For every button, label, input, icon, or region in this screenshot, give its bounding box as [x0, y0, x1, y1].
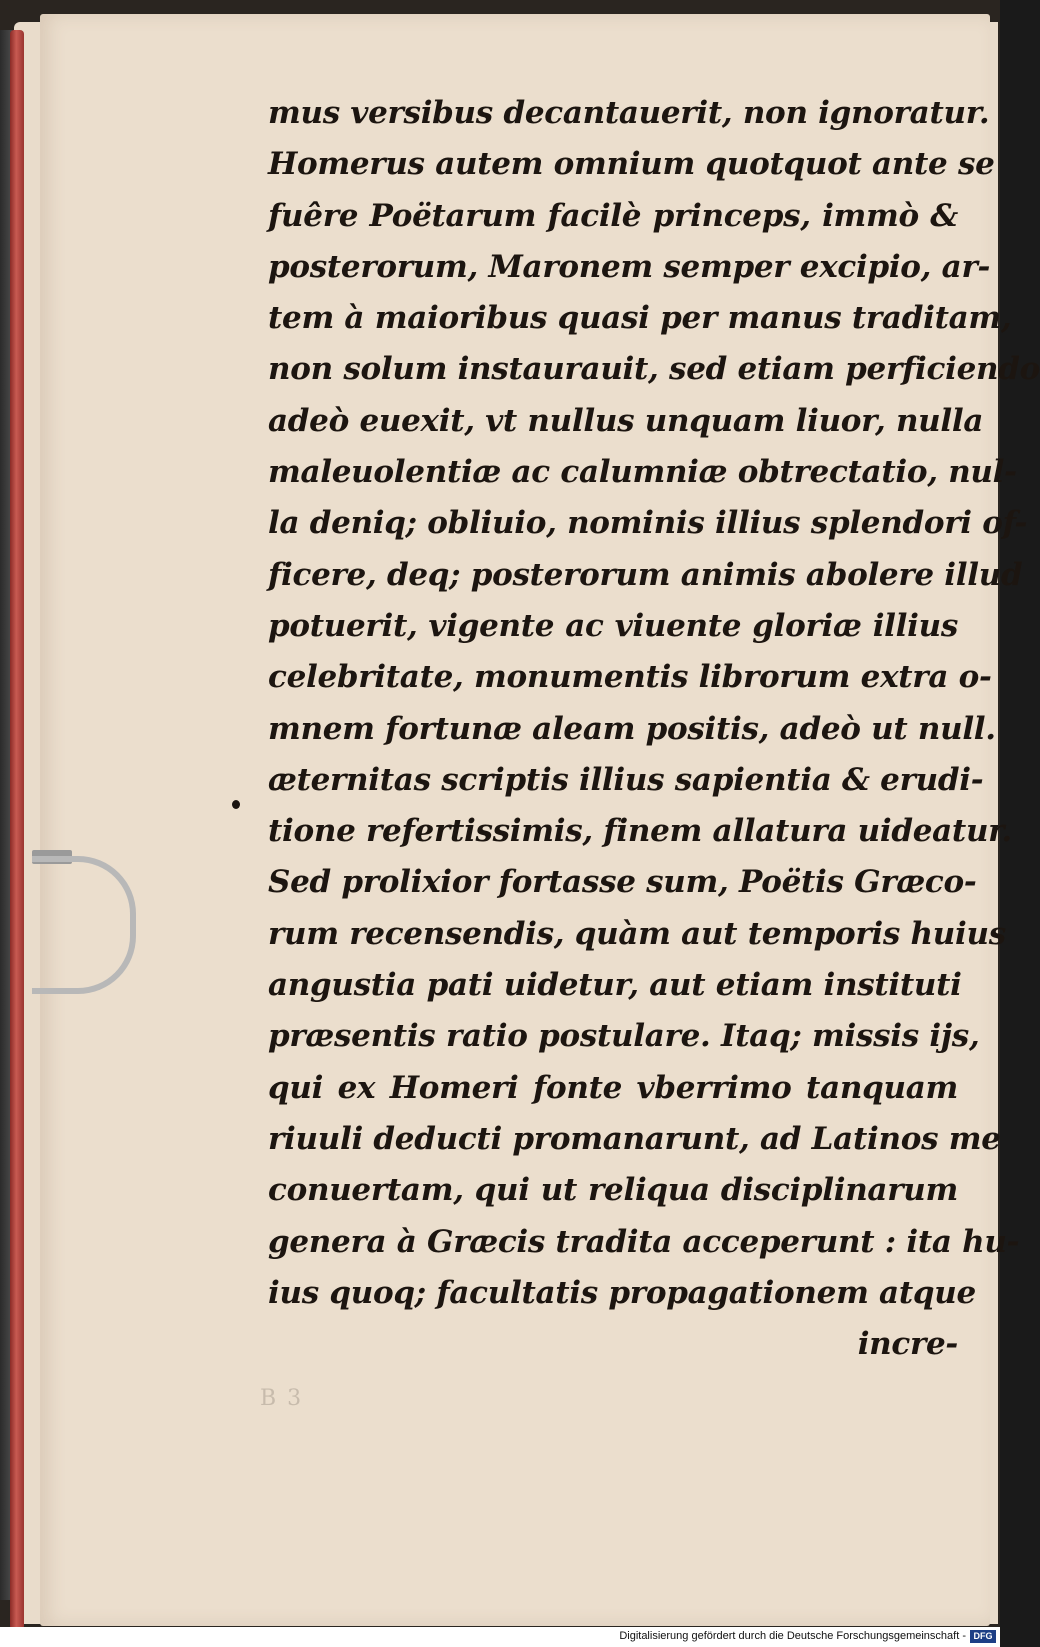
page-clip [32, 856, 136, 994]
text-line: æternitas scriptis illius sapientia & erudi- [268, 761, 984, 798]
text-line: non solum instaurauit, sed etiam perficiendo [268, 351, 1040, 388]
text-line: tione refertissimis, finem allatura uideatur. [268, 813, 1012, 850]
text-line: tem à maioribus quasi per manus traditam, [268, 300, 1012, 337]
book-page [40, 14, 1040, 1626]
body-text [268, 88, 1040, 1370]
text-line: præsentis ratio postulare. Itaq; missis ijs, [268, 1018, 980, 1055]
text-line: posterorum, Maronem semper excipio, ar- [268, 248, 991, 285]
text-line: ius quoq; facultatis propagationem atque [268, 1274, 976, 1311]
digitization-credit: Digitalisierung gefördert durch die Deutsche Forschungsgemeinschaft - [619, 1630, 966, 1642]
text-line: qui ex Homeri fonte vberrimo tanquam [268, 1069, 958, 1106]
red-page-edges [10, 30, 24, 1630]
text-line: genera à Græcis tradita acceperunt : ita hu- [268, 1223, 1020, 1260]
text-line: angustia pati uidetur, aut etiam instituti [268, 967, 962, 1004]
printer-signature: B 3 [260, 1386, 304, 1411]
text-line: fuêre Poëtarum facilè princeps, immò & [268, 197, 958, 234]
dfg-logo: DFG [970, 1630, 996, 1643]
text-line: riuuli deducti promanarunt, ad Latinos me [268, 1120, 1001, 1157]
text-line: mus versibus decantauerit, non ignoratur. [268, 95, 990, 131]
text-line: potuerit, vigente ac viuente gloriæ illius [268, 607, 958, 644]
text-line: mnem fortunæ aleam positis, adeò ut null. [268, 710, 996, 747]
text-line: Sed prolixior fortasse sum, Poëtis Græco- [268, 864, 977, 901]
text-line: conuertam, qui ut reliqua disciplinarum [268, 1172, 958, 1209]
text-line: rum recensendis, quàm aut temporis huius [268, 915, 1006, 952]
text-line: maleuolentiæ ac calumniæ obtrectatio, nul- [268, 454, 1017, 491]
marginal-mark [232, 800, 240, 809]
text-line: la deniq; obliuio, nominis illius splendori of- [268, 505, 1028, 542]
text-line: adeò euexit, vt nullus unquam liuor, nulla [268, 402, 984, 439]
text-line: Homerus autem omnium quotquot ante se [268, 146, 995, 183]
text-line: ficere, deq; posterorum animis abolere illud [268, 556, 1023, 593]
catchword: incre- [857, 1326, 958, 1363]
text-line: celebritate, monumentis librorum extra o- [268, 659, 992, 696]
